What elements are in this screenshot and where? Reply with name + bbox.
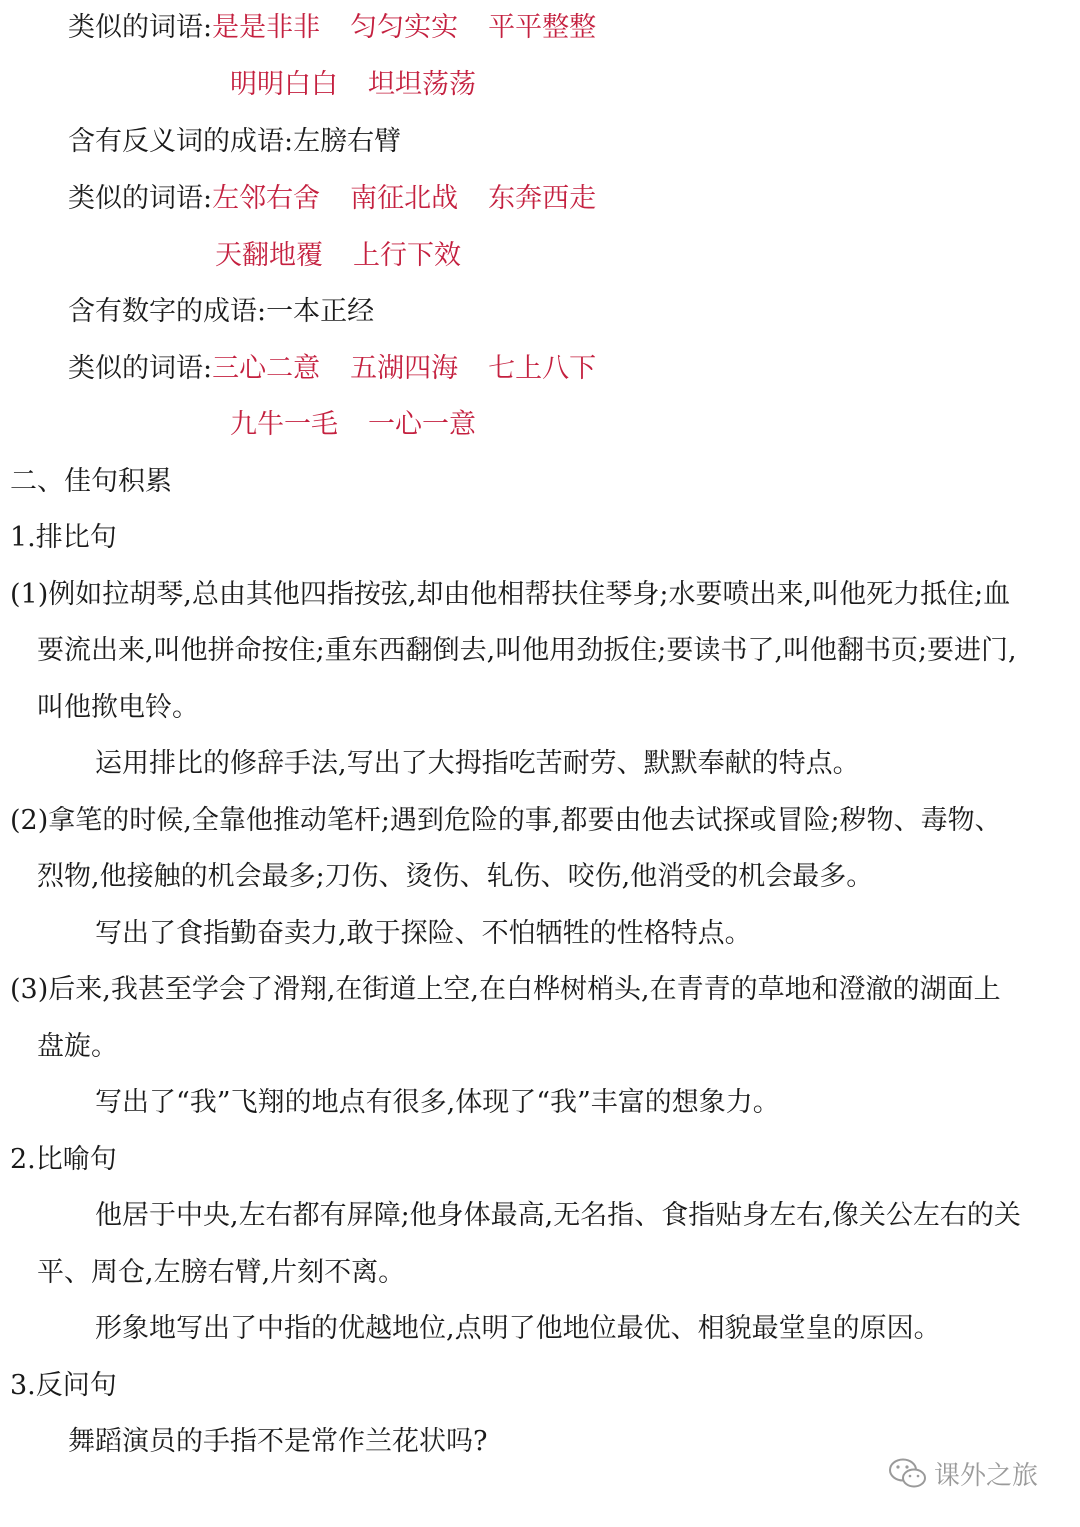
- idiom: 一心一意: [368, 409, 476, 440]
- similar-words-line: [215, 236, 461, 276]
- commentary: 形象地写出了中指的优越地位,点明了他地位最优、相貌最堂皇的原因。: [95, 1313, 941, 1344]
- sentence-line: (3)后来,我甚至学会了滑翔,在街道上空,在白桦树梢头,在青青的草地和澄澈的湖面上: [10, 974, 1001, 1005]
- subsection-title: 3.反问句: [10, 1370, 117, 1401]
- watermark-text: 课外之旅: [934, 1461, 1039, 1491]
- sentence-line: (2)拿笔的时候,全靠他推动笔杆;遇到危险的事,都要由他去试探或冒险;秽物、毒物、: [10, 805, 1002, 836]
- commentary: 运用排比的修辞手法,写出了大拇指吃苦耐劳、默默奉献的特点。: [95, 748, 860, 779]
- idiom: 东奔西走: [488, 183, 597, 214]
- similar-words-line: [68, 179, 596, 219]
- sentence-line: 他居于中央,左右都有屏障;他身体最高,无名指、食指贴身左右,像关公左右的关: [95, 1200, 1021, 1231]
- sentence-line: 平、周仓,左膀右臂,片刻不离。: [37, 1257, 406, 1288]
- idiom: 是是非非: [212, 12, 321, 43]
- idiom-category-heading: 含有反义词的成语:左膀右臂: [68, 126, 402, 157]
- section-title: 二、佳句积累: [10, 466, 172, 497]
- sentence-line: 叫他揿电铃。: [37, 692, 199, 723]
- idiom: 天翻地覆: [215, 240, 323, 271]
- sentence-line: 要流出来,叫他拼命按住;重东西翻倒去,叫他用劲扳住;要读书了,叫他翻书页;要进门,: [37, 635, 1017, 666]
- idiom: 坦坦荡荡: [368, 69, 476, 100]
- sentence-line: 舞蹈演员的手指不是常作兰花状吗?: [68, 1426, 488, 1457]
- wechat-icon: [888, 1457, 928, 1491]
- idiom: 平平整整: [488, 12, 597, 43]
- similar-label: 类似的词语:: [68, 353, 213, 384]
- idiom: 明明白白: [230, 69, 338, 100]
- similar-label: 类似的词语:: [68, 12, 213, 43]
- sentence-line: 盘旋。: [37, 1031, 118, 1062]
- similar-label: 类似的词语:: [68, 183, 213, 214]
- similar-words-line: [230, 65, 476, 105]
- similar-words-line: [68, 349, 596, 389]
- idiom: 上行下效: [353, 240, 461, 271]
- similar-words-line: [230, 405, 476, 445]
- sentence-line: 烈物,他接触的机会最多;刀伤、烫伤、轧伤、咬伤,他消受的机会最多。: [37, 861, 874, 892]
- subsection-title: 2.比喻句: [10, 1144, 117, 1175]
- commentary: 写出了食指勤奋卖力,敢于探险、不怕牺牲的性格特点。: [95, 918, 752, 949]
- watermark: [888, 1455, 1038, 1492]
- idiom: 七上八下: [488, 353, 597, 384]
- idiom: 匀匀实实: [350, 12, 459, 43]
- similar-words-line: [68, 8, 596, 48]
- idiom: 南征北战: [350, 183, 459, 214]
- idiom-category-heading: 含有数字的成语:一本正经: [68, 296, 375, 327]
- commentary: 写出了“我”飞翔的地点有很多,体现了“我”丰富的想象力。: [95, 1087, 780, 1118]
- idiom: 左邻右舍: [212, 183, 321, 214]
- idiom: 三心二意: [212, 353, 321, 384]
- idiom: 五湖四海: [350, 353, 459, 384]
- sentence-line: (1)例如拉胡琴,总由其他四指按弦,却由他相帮扶住琴身;水要喷出来,叫他死力抵住;血: [10, 579, 1011, 610]
- subsection-title: 1.排比句: [10, 522, 117, 553]
- idiom: 九牛一毛: [230, 409, 338, 440]
